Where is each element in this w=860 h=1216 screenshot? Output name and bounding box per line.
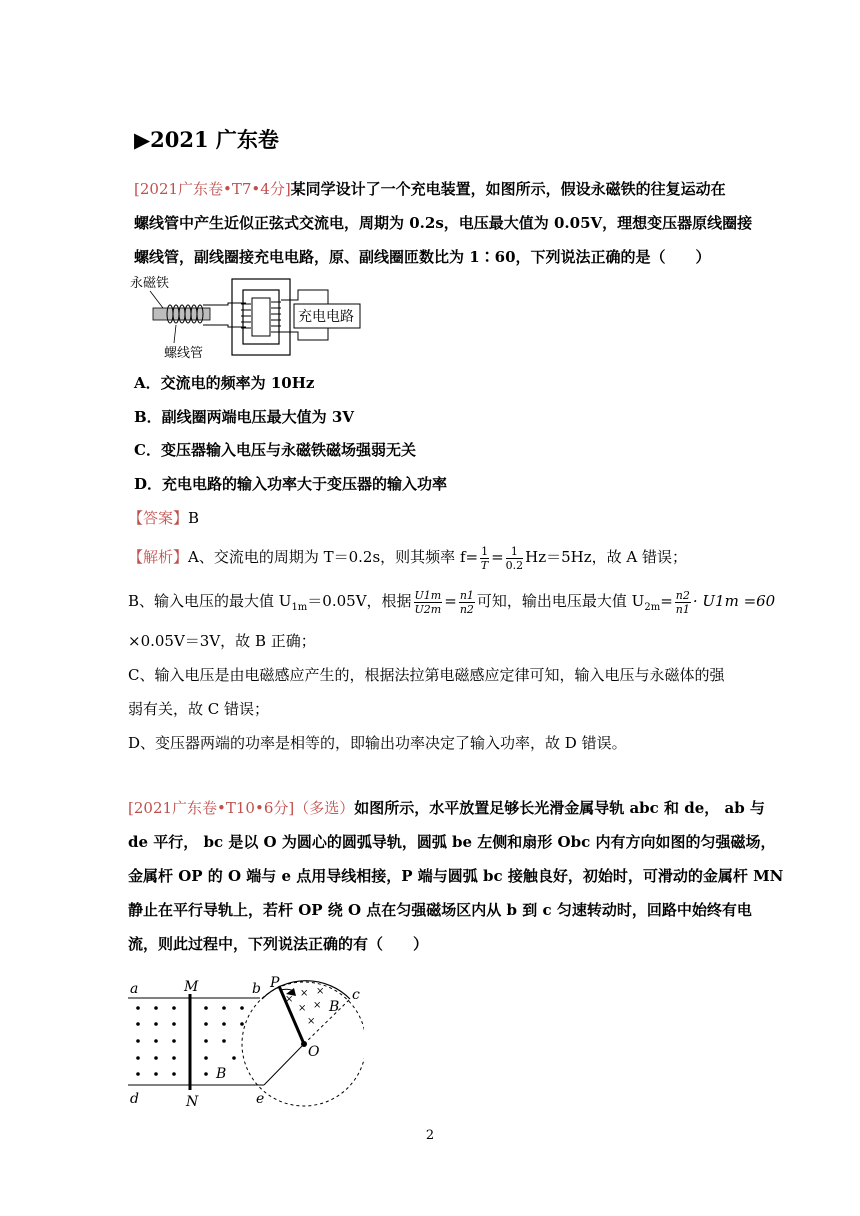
fraction-n2-n1: $\frac{n2}{n1}$	[675, 588, 690, 616]
fraction-n1-n2: $\frac{n1}{n2}$	[459, 588, 474, 616]
svg-text:×: ×	[300, 988, 309, 999]
analysis-a: 【解析】A、交流电的周期为 T＝0.2s，则其频率 f= $\frac{1}{T}$ = $\frac{1}{0.2}$ Hz＝5Hz，故 A 错误；	[128, 544, 688, 572]
q1-option-a: A．交流电的频率为 10Hz	[134, 374, 315, 392]
q1-line1	[134, 172, 726, 206]
svg-text:×: ×	[316, 986, 325, 997]
label-b: b	[252, 981, 261, 997]
analysis-d: D、变压器两端的功率是相等的，即输出功率决定了输入功率，故 D 错误。	[128, 734, 627, 752]
circuit-label: 充电电路	[298, 309, 354, 325]
analysis-b: B、输入电压的最大值 $U_{1m}=0.05V$，根据 $\frac{U1m}{U2m}$ = $\frac{n1}{n2}$ 可知，输出电压最大值 $U_{2m}=$ $\frac{n2}{n1}$ · U1m =60	[128, 588, 776, 616]
q1-stem-2: 螺线管中产生近似正弦式交流电，周期为 0.2s，电压最大值为 0.05V，理想变压器原线圈接	[134, 214, 753, 232]
q2-stem-4: 静止在平行导轨上，若杆 OP 绕 O 点在匀强磁场区内从 b 到 c 匀速转动时，回路中始终有电	[128, 901, 752, 919]
svg-text:×: ×	[313, 1000, 322, 1011]
fraction-u1m-u2m: $\frac{U1m}{U2m}$	[414, 588, 442, 616]
analysis-b-line2: ×0.05V＝3V，故 B 正确；	[128, 632, 316, 650]
q1-option-d: D．充电电路的输入功率大于变压器的输入功率	[134, 475, 448, 493]
q2-figure	[124, 966, 364, 1108]
label-m: M	[184, 979, 199, 995]
q1-answer	[128, 501, 199, 535]
q1-option-c: C．变压器输入电压与永磁铁磁场强弱无关	[134, 441, 416, 459]
answer-tag: 【答案】	[128, 509, 189, 527]
magnet-label: 永磁铁	[130, 276, 170, 291]
label-a: a	[130, 981, 139, 997]
analysis-a-text: A、交流电的周期为 T＝0.2s，则其频率 f=	[188, 548, 479, 566]
point-o	[301, 1041, 307, 1047]
svg-text:×: ×	[307, 1016, 316, 1027]
svg-text:×: ×	[298, 1003, 307, 1014]
q2-stem-5: 流，则此过程中，下列说法正确的有（ ）	[128, 935, 429, 953]
label-n: N	[186, 1094, 199, 1108]
q1-figure	[128, 270, 378, 366]
section-title: ▶2021 广东卷	[134, 127, 279, 152]
q2-stem-2: de 平行， bc 是以 O 为圆心的圆弧导轨，圆弧 be 左侧和扇形 Obc 内有方向如图的匀强磁场，	[128, 833, 776, 851]
fraction-1-over-t: $\frac{1}{T}$	[480, 544, 489, 572]
q1-tag: [2021广东卷•T7•4分]	[134, 180, 291, 198]
page-number: 2	[425, 1128, 435, 1143]
analysis-c-line1: C、输入电压是由电磁感应产生的，根据法拉第电磁感应定律可知，输入电压与永磁体的强	[128, 666, 725, 684]
analysis-c-line2: 弱有关，故 C 错误；	[128, 700, 270, 718]
svg-text:×: ×	[285, 994, 294, 1005]
magnet-bar	[153, 308, 210, 320]
answer-value: B	[188, 509, 200, 527]
coil-label: 螺线管	[164, 346, 204, 361]
fraction-1-over-02: $\frac{1}{0.2}$	[505, 544, 524, 572]
label-o: O	[308, 1044, 320, 1060]
label-b-field-sector: B	[329, 999, 340, 1015]
label-p: P	[270, 975, 280, 991]
q1-stem-3: 螺线管，副线圈接充电电路，原、副线圈匝数比为 1∶60，下列说法正确的是（ ）	[134, 248, 711, 266]
label-d: d	[130, 1091, 139, 1107]
q1-option-b: B．副线圈两端电压最大值为 3V	[134, 408, 354, 426]
label-e: e	[256, 1091, 265, 1107]
q2-stem-3: 金属杆 OP 的 O 端与 e 点用导线相接，P 端与圆弧 bc 接触良好，初始时，可滑动的金属杆 MN	[128, 867, 784, 885]
q1-stem-1: 某同学设计了一个充电装置，如图所示，假设永磁铁的往复运动在	[290, 180, 726, 198]
q2-tag: [2021广东卷•T10•6分]（多选）	[128, 799, 355, 817]
label-c: c	[352, 987, 360, 1003]
analysis-a-text-2: Hz＝5Hz，故 A 错误；	[525, 548, 688, 566]
analysis-tag: 【解析】	[128, 548, 189, 566]
q2-line1	[128, 791, 765, 825]
label-b-field-rails: B	[216, 1066, 227, 1082]
q2-stem-1: 如图所示，水平放置足够长光滑金属导轨 abc 和 de， ab 与	[354, 799, 765, 817]
